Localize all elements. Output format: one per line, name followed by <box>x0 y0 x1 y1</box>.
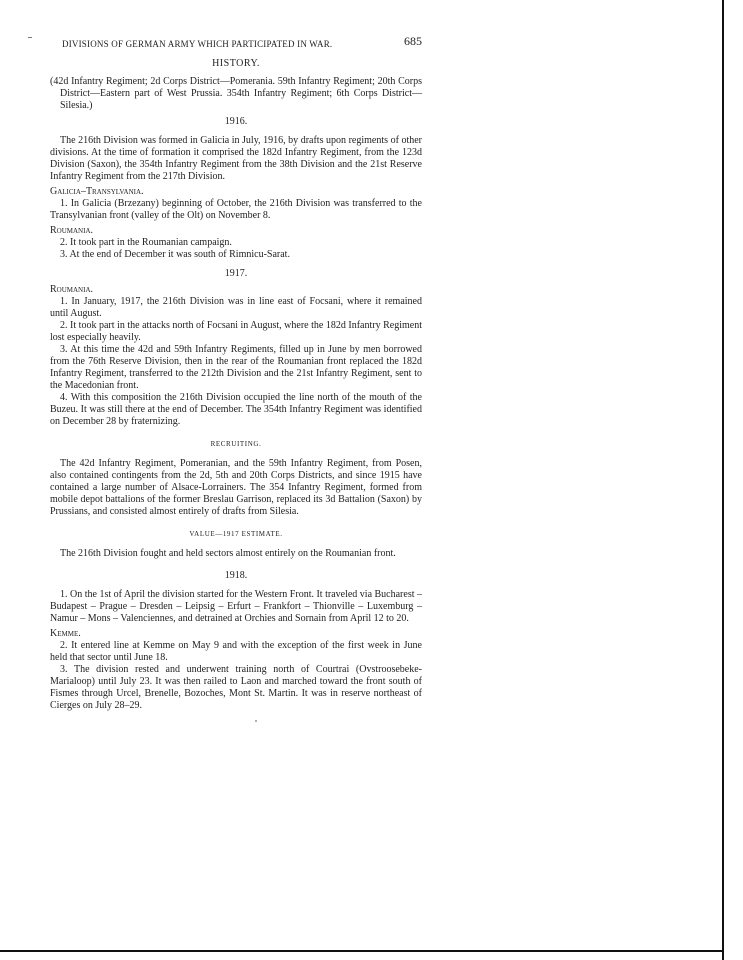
paragraph-1917-2: 2. It took part in the attacks north of Focsani in August, where the 182d Infantry Regiment lost especially heavily. <box>50 320 422 343</box>
paragraph-1918-2: 2. It entered line at Kemme on May 9 and with the exception of the first week in June held that sector until June 18. <box>50 640 422 663</box>
paragraph-1917-3: 3. At this time the 42d and 59th Infantry Regiments, filled up in June by men borrowed from the 76th Reserve Division, then in the rear of the Roumanian front replaced the 182d Infantry Regiment, transferred to the 212th Division and the 21st Infantry Regiment, sent to the Macedonian front. <box>50 344 422 391</box>
regiments-note: (42d Infantry Regiment; 2d Corps District—Pomerania. 59th Infantry Regiment; 20th Corps District—Eastern part of West Prussia. 354th Infantry Regiment; 6th Corps District—Silesia.) <box>50 76 422 111</box>
paragraph-1918-1: 1. On the 1st of April the division started for the Western Front. It traveled via Bucharest – Budapest – Prague – Dresden – Leipsig – Erfurt – Frankfort – Thionville – Luxemburg – Namur – Mons – Valenciennes, and detrained at Orchies and Sornain from April 12 to 20. <box>50 589 422 624</box>
paragraph-1917-4: 4. With this composition the 216th Division occupied the line north of the mouth of the Buzeu. It was still there at the end of December. The 354th Infantry Regiment was identified on December 28 by fraternizing. <box>50 392 422 427</box>
recruiting-heading: RECRUITING. <box>210 440 262 448</box>
page-right-border <box>722 0 724 960</box>
place-roumania-1917: Roumania. <box>50 284 94 295</box>
running-head-title: DIVISIONS OF GERMAN ARMY WHICH PARTICIPATED IN WAR. <box>62 39 333 49</box>
page-bottom-border <box>0 950 724 952</box>
place-roumania-1916: Roumania. <box>50 225 94 236</box>
scan-speck <box>28 37 32 38</box>
year-1918-heading: 1918. <box>224 570 248 581</box>
paragraph-1916-3: 3. At the end of December it was south of Rimnicu-Sarat. <box>60 249 290 260</box>
recruiting-paragraph: The 42d Infantry Regiment, Pomeranian, and the 59th Infantry Regiment, from Posen, also contained contingents from the 2d, 5th and 20th Corps Districts, and since 1915 have contained a large number of Alsace-Lorrainers. The 354 Infantry Regiment, formed from mobile depot battalions of the former Breslau Garrison, replaced its 3d Battalion (Saxon) by Prussians, and consisted almost entirely of drafts from Silesia. <box>50 458 422 517</box>
paragraph-1916-1: 1. In Galicia (Brzezany) beginning of October, the 216th Division was transferred to the Transylvanian front (valley of the Olt) on November 8. <box>50 198 422 221</box>
year-1916-heading: 1916. <box>224 116 248 127</box>
page-number: 685 <box>404 34 422 48</box>
place-galicia-transylvania: Galicia–Transylvania. <box>50 186 144 197</box>
paragraph-1918-3: 3. The division rested and underwent training north of Courtrai (Ovstroosebeke-Marialoop) until July 23. It was then railed to Laon and marched toward the front south of Fismes through Urcel, Brenelle, Bozoches, Mont St. Martin. It was in reserve northeast of Cierges on July 28–29. <box>50 664 422 711</box>
document-page <box>50 34 422 712</box>
year-1917-heading: 1917. <box>224 268 248 279</box>
paragraph-1917-1: 1. In January, 1917, the 216th Division was in line east of Focsani, where it remained until August. <box>50 296 422 319</box>
running-head <box>50 34 422 54</box>
history-heading: HISTORY. <box>212 58 260 69</box>
value-heading: VALUE—1917 ESTIMATE. <box>189 530 283 538</box>
scan-speck <box>255 720 257 722</box>
place-kemme: Kemme. <box>50 628 81 639</box>
value-paragraph: The 216th Division fought and held sectors almost entirely on the Roumanian front. <box>60 548 396 559</box>
paragraph-1916-intro: The 216th Division was formed in Galicia in July, 1916, by drafts upon regiments of other divisions. At the time of formation it comprised the 182d Infantry Regiment, from the 123d Division (Saxon), the 354th Infantry Regiment from the 38th Division and the 21st Reserve Infantry Regiment from the 217th Division. <box>50 135 422 182</box>
paragraph-1916-2: 2. It took part in the Roumanian campaign. <box>60 237 232 248</box>
